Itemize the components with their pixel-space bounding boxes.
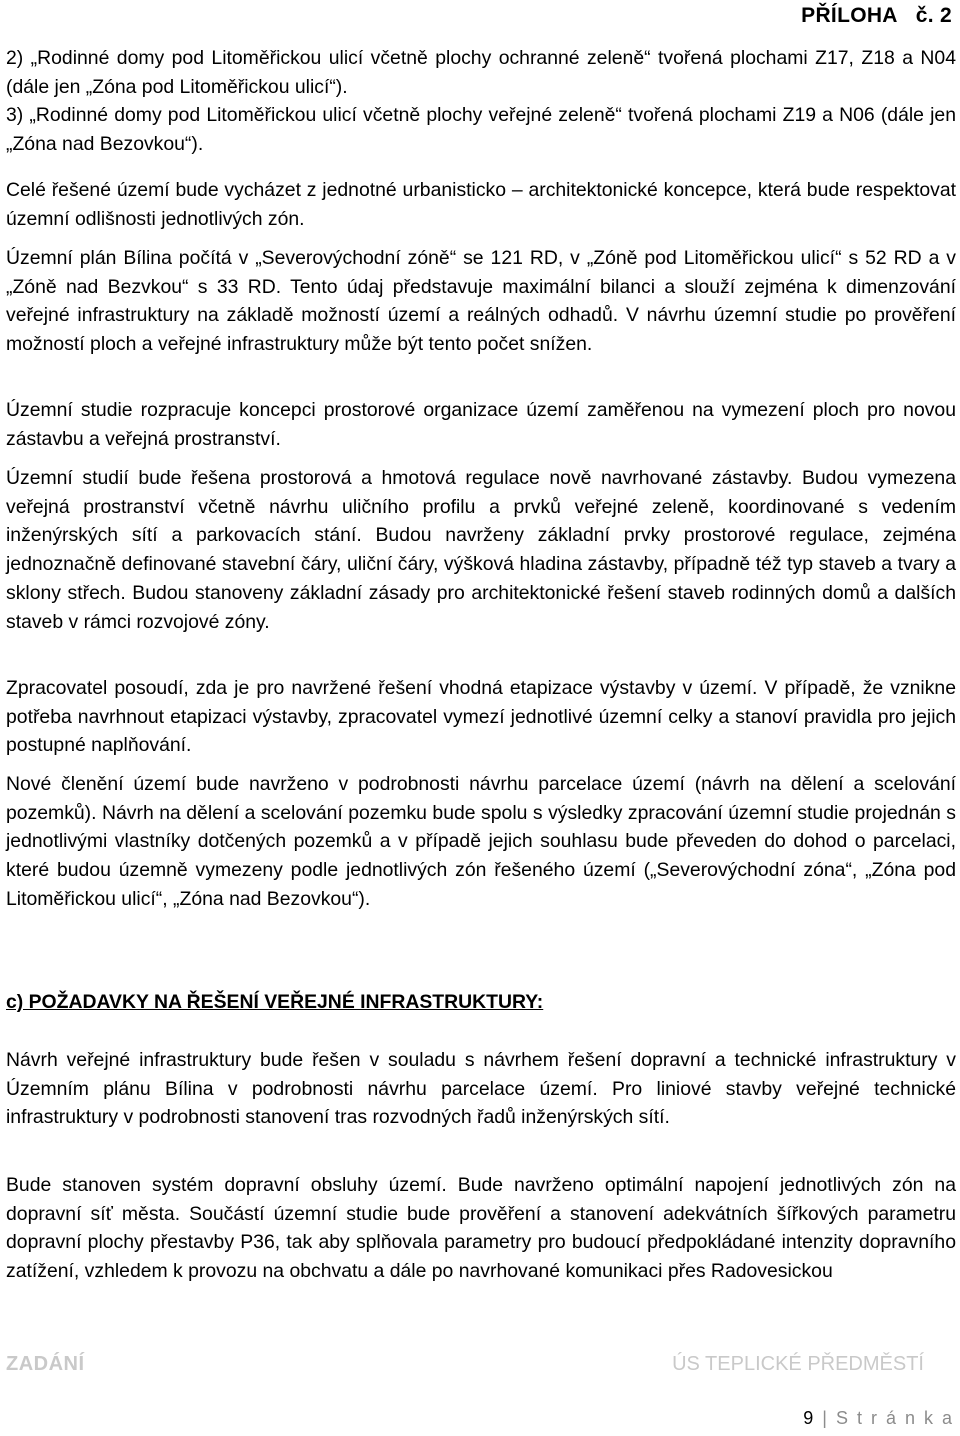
page-number-value: 9 (803, 1408, 816, 1428)
annex-label: PŘÍLOHA (801, 4, 898, 27)
footer-right: ÚS TEPLICKÉ PŘEDMĚSTÍ (672, 1353, 924, 1375)
list-items (6, 44, 956, 159)
paragraph: Zpracovatel posoudí, zda je pro navržené řešení vhodná etapizace výstavby v území. V případě, že vznikne potřeba navrhnout etapizaci výstavby, zpracovatel vymezí jednotlivé územní celky a stanoví pravidla pro jejich postupné naplňování. (6, 677, 956, 757)
page-number-label: | S t r á n k a (815, 1408, 954, 1428)
paragraph: Územní studie rozpracuje koncepci prostorové organizace území zaměřenou na vymezení ploch pro novou zástavbu a veřejná prostranství. (6, 399, 956, 450)
page-number (803, 1408, 954, 1429)
paragraph: Územní plán Bílina počítá v „Severovýchodní zóně“ se 121 RD, v „Zóně pod Litoměřickou ulicí“ s 52 RD a v „Zóně nad Bezvkou“ s 33 RD. Tento údaj představuje maximální bilanci a slouží zejména k dimenzování veřejné infrastruktury na základě možností území a reálných odhadů. V návrhu územní studie po prověření možností ploch a veřejné infrastruktury může být tento počet snížen. (6, 247, 956, 356)
section-paragraph: Bude stanoven systém dopravní obsluhy území. Bude navrženo optimální napojení jednotlivých zón na dopravní síť města. Součástí územní studie bude prověření a stanovení adekvátních šířkových parametru dopravní plochy přestavby P36, tak aby splňovala parametry pro budoucí předpokládané intenzity dopravního zatížení, vzhledem k provozu na obchvatu a dále po navrhované komunikaci přes Radovesickou (6, 1174, 956, 1283)
paragraph: Nové členění území bude navrženo v podrobnosti návrhu parcelace území (návrh na dělení a scelování pozemků). Návrh na dělení a scelování pozemku bude spolu s výsledky zpracování územní studie projednán s jednotlivými vlastníky dotčených pozemků a v případě jejich souhlasu bude převeden do dohod o parcelaci, které budou územně vymezeny podle jednotlivých zón řešeného území („Severovýchodní zóna“, „Zóna pod Litoměřickou ulicí“, „Zóna nad Bezovkou“). (6, 773, 956, 910)
annex-number: č. 2 (915, 4, 952, 27)
footer-left: ZADÁNÍ (6, 1353, 85, 1375)
paragraph: Celé řešené území bude vycházet z jednotné urbanisticko – architektonické koncepce, která bude respektovat územní odlišnosti jednotlivých zón. (6, 179, 956, 230)
list-item: 2) „Rodinné domy pod Litoměřickou ulicí včetně plochy ochranné zeleně“ tvořená plochami Z17, Z18 a N04 (dále jen „Zóna pod Litoměřickou ulicí“). (6, 47, 956, 98)
paragraph: Územní studií bude řešena prostorová a hmotová regulace nově navrhované zástavby. Budou vymezena veřejná prostranství včetně návrhu uličního profilu a prvků veřejné zeleně, koordinované s vedením inženýrských sítí a parkovacích stání. Budou navrženy základní prvky prostorové regulace, zejména jednoznačně definované stavební čáry, uliční čáry, výšková hladina zástavby, případně též typ staveb a tvary a sklony střech. Budou stanoveny základní zásady pro architektonické řešení staveb rodinných domů a dalších staveb v rámci rozvojové zóny. (6, 467, 956, 633)
page-header (801, 2, 952, 30)
list-item: 3) „Rodinné domy pod Litoměřickou ulicí včetně plochy veřejné zeleně“ tvořená plochami Z19 a N06 (dále jen „Zóna nad Bezovkou“). (6, 104, 956, 156)
section-paragraph: Návrh veřejné infrastruktury bude řešen v souladu s návrhem řešení dopravní a technické infrastruktury v Územním plánu Bílina v podrobnosti návrhu parcelace území. Pro liniové stavby veřejné technické infrastruktury v podrobnosti stanovení tras rozvodných řadů inženýrských sítí. (6, 1049, 956, 1129)
section-heading: c) POŽADAVKY NA ŘEŠENÍ VEŘEJNÉ INFRASTRUKTURY: (6, 991, 544, 1013)
